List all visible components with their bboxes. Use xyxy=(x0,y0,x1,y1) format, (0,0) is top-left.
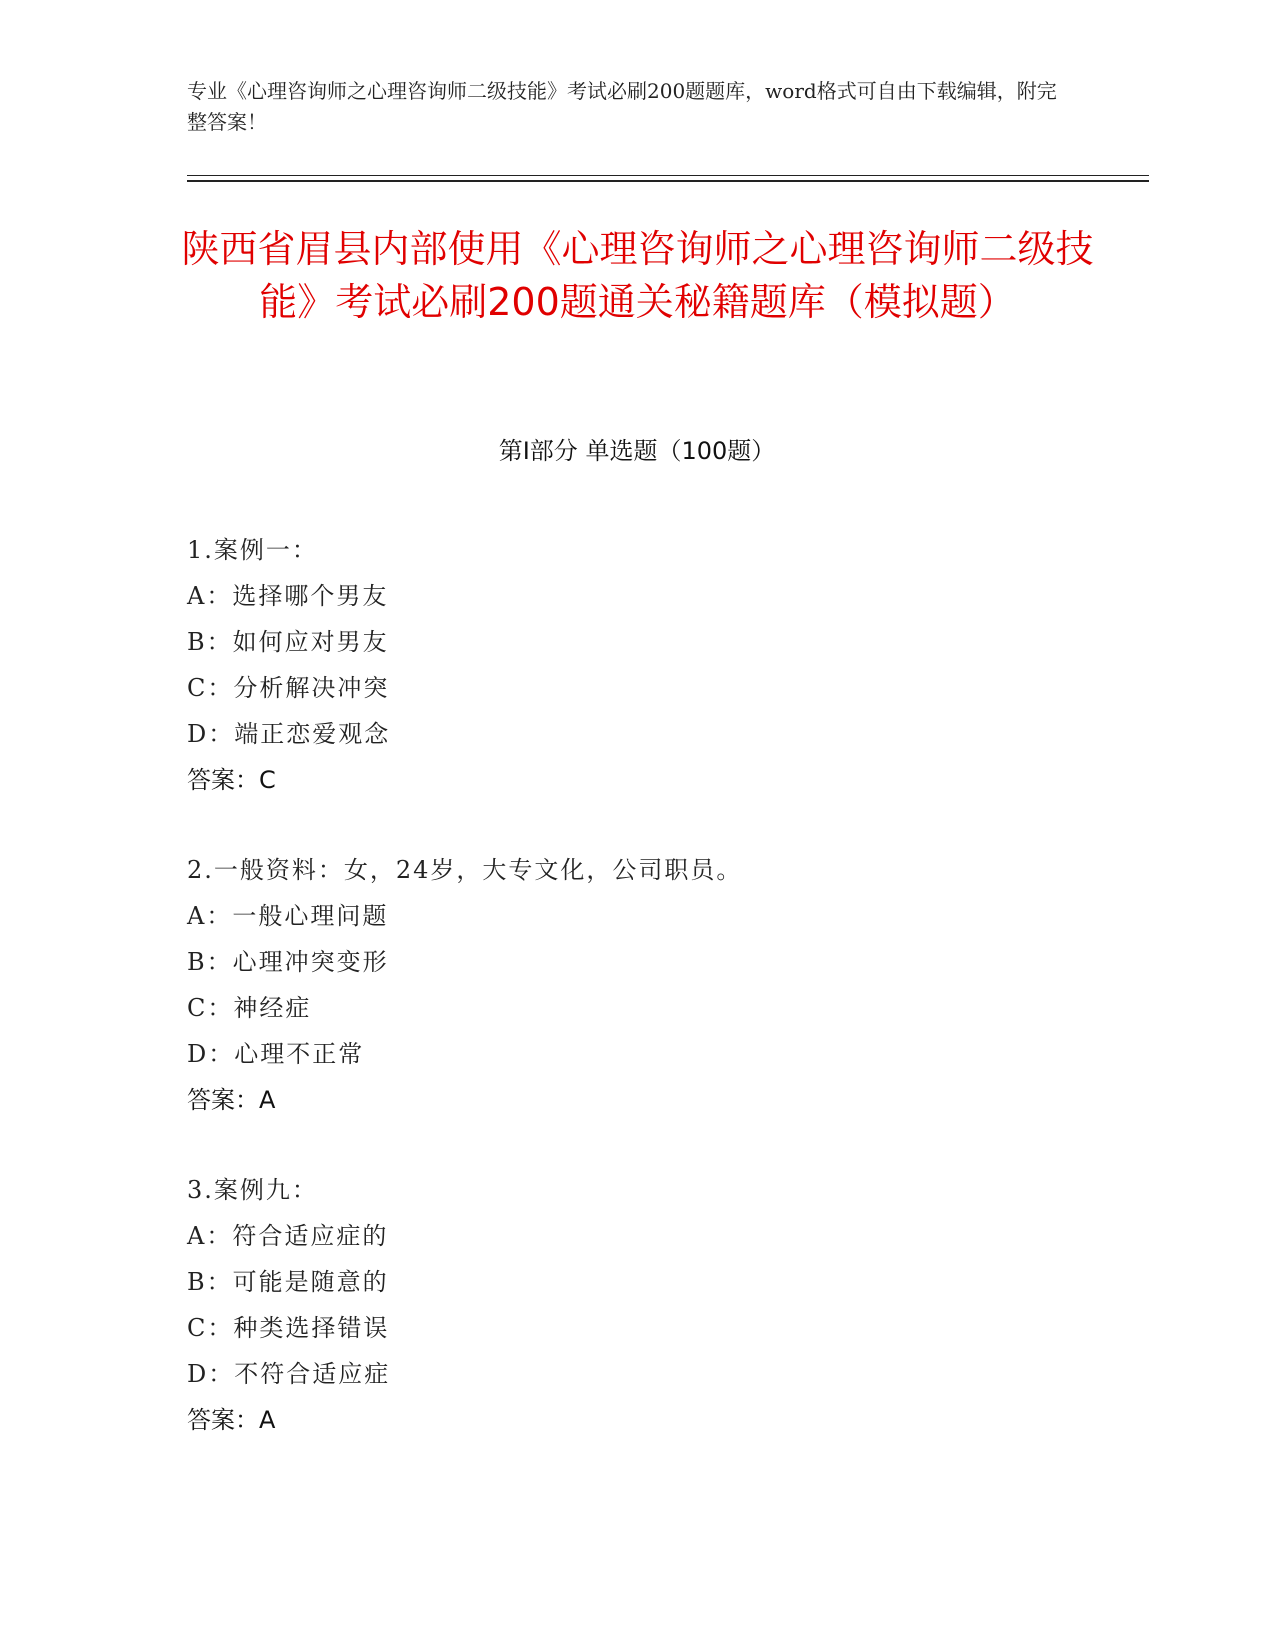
answer: 答案：A xyxy=(187,1086,276,1114)
option-b xyxy=(187,939,1087,985)
option-text: 神经症 xyxy=(233,994,312,1022)
option-letter: D： xyxy=(187,1360,235,1388)
question-stem: 1.案例一： xyxy=(187,536,318,564)
option-letter: D： xyxy=(187,720,235,748)
option-text: 可能是随意的 xyxy=(232,1268,389,1296)
option-text: 选择哪个男友 xyxy=(232,582,389,610)
option-letter: C： xyxy=(187,994,234,1022)
option-letter: D： xyxy=(187,1040,235,1068)
option-text: 符合适应症的 xyxy=(232,1222,389,1250)
header-note: 专业《心理咨询师之心理咨询师二级技能》考试必刷200题题库，word格式可自由下载编辑，附完整答案！ xyxy=(187,79,1057,134)
answer: 答案：C xyxy=(187,766,276,794)
option-b xyxy=(187,1259,1087,1305)
question-2 xyxy=(187,847,1087,1123)
option-letter: B： xyxy=(187,628,233,656)
option-b xyxy=(187,619,1087,665)
option-text: 不符合适应症 xyxy=(234,1360,391,1388)
option-a xyxy=(187,893,1087,939)
section-heading: 第Ⅰ部分 单选题（100题） xyxy=(498,437,776,465)
document-title: 陕西省眉县内部使用《心理咨询师之心理咨询师二级技能》考试必刷200题通关秘籍题库（模拟题） xyxy=(181,227,1094,324)
option-c xyxy=(187,1305,1087,1351)
option-a xyxy=(187,1213,1087,1259)
option-text: 一般心理问题 xyxy=(232,902,389,930)
option-text: 种类选择错误 xyxy=(233,1314,390,1342)
option-text: 端正恋爱观念 xyxy=(234,720,391,748)
option-text: 心理不正常 xyxy=(234,1040,365,1068)
option-text: 心理冲突变形 xyxy=(232,948,389,976)
option-letter: A： xyxy=(187,582,233,610)
option-letter: B： xyxy=(187,1268,233,1296)
option-d xyxy=(187,711,1087,757)
option-c xyxy=(187,665,1087,711)
option-d xyxy=(187,1031,1087,1077)
header-rule-thin xyxy=(187,175,1149,176)
header-rule-thick xyxy=(187,180,1149,182)
option-letter: B： xyxy=(187,948,233,976)
answer: 答案：A xyxy=(187,1406,276,1434)
option-letter: C： xyxy=(187,1314,234,1342)
question-stem: 3.案例九： xyxy=(187,1176,318,1204)
option-text: 分析解决冲突 xyxy=(233,674,390,702)
option-letter: A： xyxy=(187,902,233,930)
question-1 xyxy=(187,527,1087,803)
option-letter: C： xyxy=(187,674,234,702)
option-d xyxy=(187,1351,1087,1397)
option-text: 如何应对男友 xyxy=(232,628,389,656)
option-a xyxy=(187,573,1087,619)
option-c xyxy=(187,985,1087,1031)
question-3 xyxy=(187,1167,1087,1443)
option-letter: A： xyxy=(187,1222,233,1250)
question-stem: 2.一般资料：女，24岁，大专文化，公司职员。 xyxy=(187,856,743,884)
